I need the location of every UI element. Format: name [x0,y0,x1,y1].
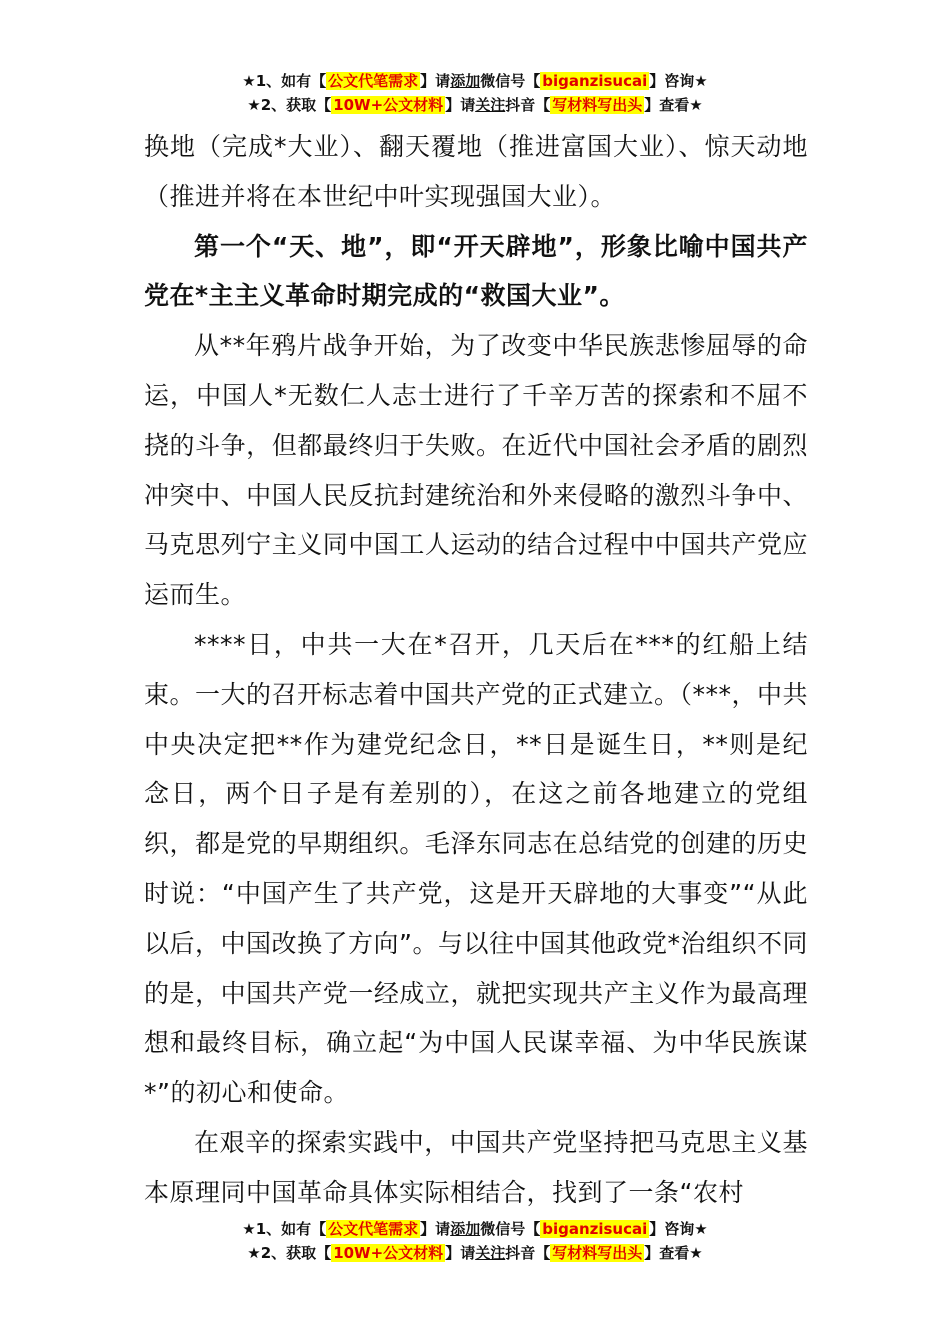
highlight-service: 公文代笔需求 [328,72,419,90]
highlight-wechat-id: biganzisucai [542,1220,648,1238]
banner-line-2 [0,94,950,118]
banner-text: ★1、如有【 [242,72,327,90]
banner-text: 抖音【 [505,1244,551,1262]
underlined-text: 关注 [475,1244,506,1262]
footer-banner [0,1218,950,1266]
banner-line-1 [0,70,950,94]
banner-text: 】请 [420,72,451,90]
highlight-materials: 10W+公文材料 [333,96,444,114]
paragraph: 在艰辛的探索实践中，中国共产党坚持把马克思主义基本原理同中国革命具体实际相结合，找到了一条“农村 [144,1127,808,1207]
highlight-douyin-account: 写材料写出头 [552,1244,643,1262]
banner-text: 】请 [420,1220,451,1238]
banner-text: 】查看★ [644,1244,703,1262]
banner-text: ★1、如有【 [242,1220,327,1238]
banner-line-1 [0,1218,950,1242]
banner-text: ★2、获取【 [247,96,332,114]
banner-text: 】查看★ [644,96,703,114]
banner-line-2 [0,1242,950,1266]
banner-text: 抖音【 [505,96,551,114]
highlight-materials: 10W+公文材料 [333,1244,444,1262]
highlight-service: 公文代笔需求 [328,1220,419,1238]
paragraph: ****日，中共一大在*召开，几天后在***的红船上结束。一大的召开标志着中国共产党的正式建立。（***，中共中央决定把**作为建党纪念日，**日是诞生日，**则是纪念日，两个日子是有差别的），在这之前各地建立的党组织，都是党的早期组织。毛泽东同志在总结党的创建的历史时说：“中国产生了共产党，这是开天辟地的大事变”“从此以后，中国改换了方向”。与以往中国其他政党*治组织不同的是，中国共产党一经成立，就把实现共产主义作为最高理想和最终目标，确立起“为中国人民谋幸福、为中华民族谋*”的初心和使命。 [144,629,809,1108]
banner-text: 】请 [445,1244,476,1262]
banner-text: 微信号【 [480,72,541,90]
paragraph: 从**年鸦片战争开始，为了改变中华民族悲惨屈辱的命运，中国人*无数仁人志士进行了千辛万苦的探索和不屈不挠的斗争，但都最终归于失败。在近代中国社会矛盾的剧烈冲突中、中国人民反抗封建统治和外来侵略的激烈斗争中、马克思列宁主义同中国工人运动的结合过程中中国共产党应运而生。 [144,331,808,610]
underlined-text: 添加 [450,1220,481,1238]
underlined-text: 关注 [475,96,506,114]
banner-text: 】请 [445,96,476,114]
highlight-douyin-account: 写材料写出头 [552,96,643,114]
banner-text: 】咨询★ [649,72,708,90]
highlight-wechat-id: biganzisucai [542,72,648,90]
banner-text: ★2、获取【 [247,1244,332,1262]
underlined-text: 添加 [450,72,481,90]
banner-text: 】咨询★ [649,1220,708,1238]
header-banner [0,70,950,118]
document-body [144,122,808,1218]
banner-text: 微信号【 [480,1220,541,1238]
paragraph-bold-heading: 第一个“天、地”，即“开天辟地”，形象比喻中国共产党在*主主义革命时期完成的“救国大业”。 [144,231,808,311]
paragraph-continuation: 换地（完成*大业）、翻天覆地（推进富国大业）、惊天动地（推进并将在本世纪中叶实现强国大业）。 [144,132,808,211]
